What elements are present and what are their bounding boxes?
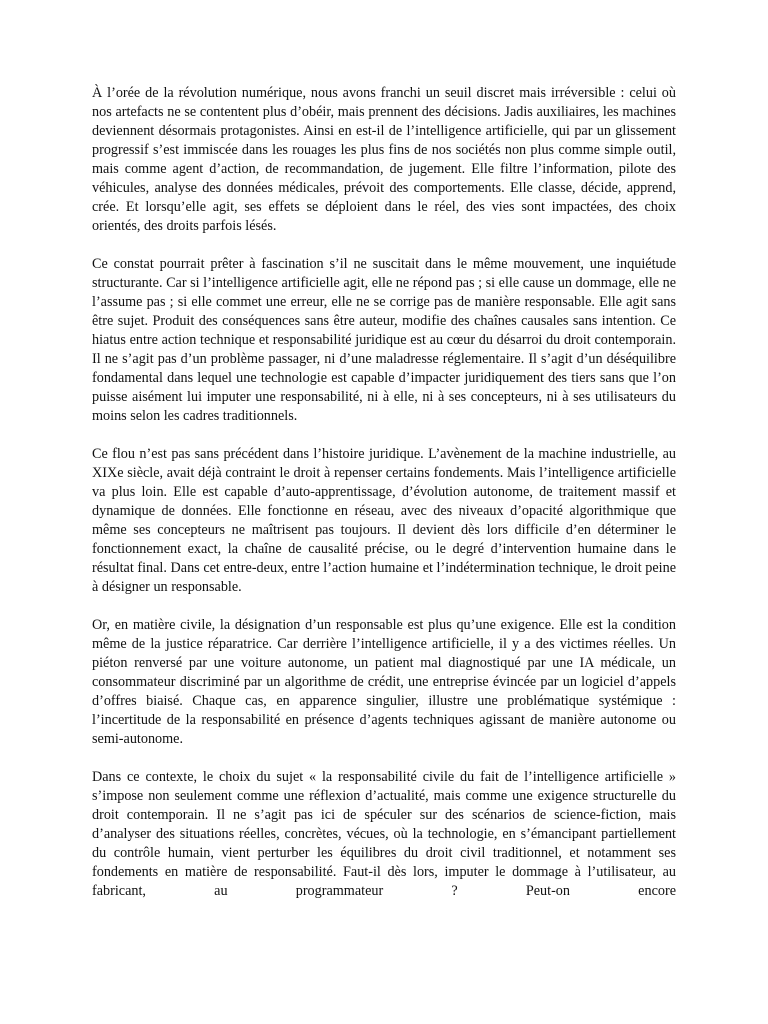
paragraph-contexte: Dans ce contexte, le choix du sujet « la responsabilité civile du fait de l’intelligence artificielle » s’impose non seulement comme une réflexion d’actualité, mais comme une exigence structurelle du droit contemporain. Il ne s’agit pas ici de spéculer sur des scénarios de science-fiction, mais d’analyser des situations réelles, concrètes, vécues, où la technologie, en s’émancipant partiellement du contrôle humain, vient perturber les équilibres du droit civil traditionnel, et notamment ses fondements en matière de responsabilité. Faut-il dès lors, imputer le dommage à l’utilisateur, au fabricant, au programmateur ? Peut-on encore: [92, 769, 676, 899]
paragraph-intro: À l’orée de la révolution numérique, nous avons franchi un seuil discret mais irréversible : celui où nos artefacts ne se contentent plus d’obéir, mais prennent des décisions. Jadis auxiliaires, les machines deviennent désormais protagonistes. Ainsi en est-il de l’intelligence artificielle, qui par un glissement progressif s’est immiscée dans les rouages les plus fins de nos sociétés non plus comme simple outil, mais comme agent d’action, de recommandation, de jugement. Elle filtre l’information, pilote des véhicules, analyse des données médicales, prévoit des comportements. Elle classe, décide, apprend, crée. Et lorsqu’elle agit, ses effets se déploient dans le réel, des vies sont impactées, des choix orientés, des droits parfois lésés.: [92, 85, 676, 234]
document-body: [92, 84, 676, 920]
paragraph-constat: Ce constat pourrait prêter à fascination s’il ne suscitait dans le même mouvement, une inquiétude structurante. Car si l’intelligence artificielle agit, elle ne répond pas ; si elle cause un dommage, elle ne l’assume pas ; si elle commet une erreur, elle ne se corrige pas de manière responsable. Elle agit sans être sujet. Produit des conséquences sans être auteur, modifie des chaînes causales sans intention. Ce hiatus entre action technique et responsabilité juridique est au cœur du désarroi du droit contemporain. Il ne s’agit pas d’un problème passager, ni d’une maladresse réglementaire. Il s’agit d’un déséquilibre fondamental dans lequel une technologie est capable d’impacter juridiquement des tiers sans que l’on puisse aisément lui imputer une responsabilité, ni à elle, ni à ses concepteurs, ni à ses utilisateurs du moins selon les cadres traditionnels.: [92, 256, 676, 424]
paragraph-flou: Ce flou n’est pas sans précédent dans l’histoire juridique. L’avènement de la machine industrielle, au XIXe siècle, avait déjà contraint le droit à repenser certains fondements. Mais l’intelligence artificielle va plus loin. Elle est capable d’auto-apprentissage, d’évolution autonome, de traitement massif et dynamique de données. Elle fonctionne en réseau, avec des niveaux d’opacité algorithmique que même ses concepteurs ne maîtrisent pas toujours. Il devient dès lors difficile d’en déterminer le fonctionnement exact, la chaîne de causalité précise, ou le degré d’intervention humaine dans le résultat final. Dans cet entre-deux, entre l’action humaine et l’indétermination technique, le droit peine à désigner un responsable.: [92, 446, 676, 595]
paragraph-matiere-civile: Or, en matière civile, la désignation d’un responsable est plus qu’une exigence. Elle est la condition même de la justice réparatrice. Car derrière l’intelligence artificielle, il y a des victimes réelles. Un piéton renversé par une voiture autonome, un patient mal diagnostiqué par une IA médicale, un consommateur discriminé par un algorithme de crédit, une entreprise évincée par un logiciel d’appels d’offres biaisé. Chaque cas, en apparence singulier, illustre une problématique systémique : l’incertitude de la responsabilité en présence d’agents techniques agissant de manière autonome ou semi-autonome.: [92, 617, 676, 747]
